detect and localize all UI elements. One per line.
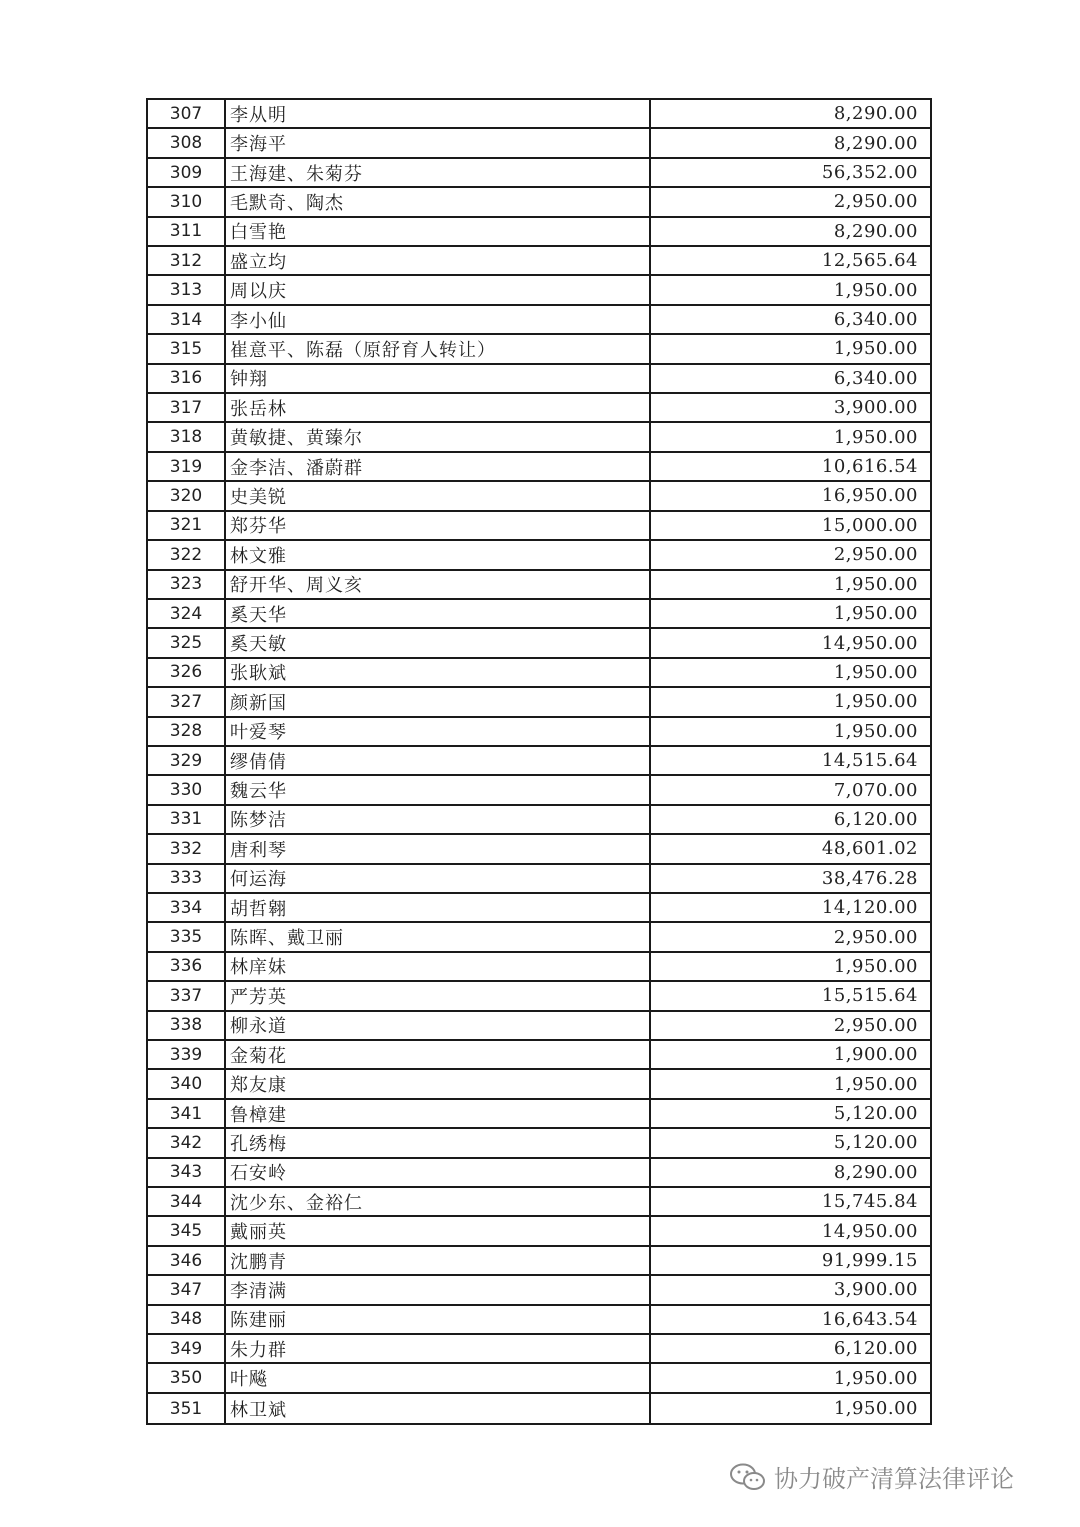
creditor-name: 张耿斌 bbox=[226, 659, 651, 686]
creditor-name: 郑友康 bbox=[226, 1070, 651, 1097]
table-row bbox=[148, 1188, 930, 1217]
row-number: 316 bbox=[148, 365, 226, 392]
table-row bbox=[148, 512, 930, 541]
table-row bbox=[148, 1217, 930, 1246]
creditor-name: 沈少东、金裕仁 bbox=[226, 1188, 651, 1215]
claim-amount: 7,070.00 bbox=[833, 779, 918, 801]
claim-amount: 14,120.00 bbox=[821, 897, 918, 919]
claim-amount: 2,950.00 bbox=[833, 1014, 918, 1036]
table-row bbox=[148, 659, 930, 688]
row-number: 331 bbox=[148, 806, 226, 833]
table-row bbox=[148, 394, 930, 423]
table-row bbox=[148, 953, 930, 982]
table-row bbox=[148, 1394, 930, 1423]
creditor-table bbox=[146, 98, 932, 1425]
table-row bbox=[148, 1276, 930, 1305]
creditor-name: 史美锐 bbox=[226, 482, 651, 509]
claim-amount: 6,120.00 bbox=[833, 1338, 918, 1360]
table-row bbox=[148, 335, 930, 364]
row-number: 337 bbox=[148, 982, 226, 1009]
table-row bbox=[148, 865, 930, 894]
creditor-name: 舒开华、周义亥 bbox=[226, 571, 651, 598]
row-number: 320 bbox=[148, 482, 226, 509]
creditor-name: 黄敏捷、黄臻尔 bbox=[226, 423, 651, 450]
row-number: 345 bbox=[148, 1217, 226, 1244]
claim-amount: 8,290.00 bbox=[833, 103, 918, 125]
watermark bbox=[728, 1459, 1014, 1494]
claim-amount: 8,290.00 bbox=[833, 1161, 918, 1183]
creditor-name: 魏云华 bbox=[226, 776, 651, 803]
row-number: 334 bbox=[148, 894, 226, 921]
table-row bbox=[148, 718, 930, 747]
table-row bbox=[148, 129, 930, 158]
table-row bbox=[148, 600, 930, 629]
table-row bbox=[148, 218, 930, 247]
creditor-name: 李清满 bbox=[226, 1276, 651, 1303]
creditor-name: 林庠妹 bbox=[226, 953, 651, 980]
row-number: 322 bbox=[148, 541, 226, 568]
table-row bbox=[148, 453, 930, 482]
creditor-name: 陈梦洁 bbox=[226, 806, 651, 833]
claim-amount: 91,999.15 bbox=[821, 1250, 918, 1272]
row-number: 329 bbox=[148, 747, 226, 774]
claim-amount: 14,950.00 bbox=[821, 1220, 918, 1242]
claim-amount: 12,565.64 bbox=[821, 250, 918, 272]
table-row bbox=[148, 806, 930, 835]
creditor-name: 叶飚 bbox=[226, 1364, 651, 1391]
claim-amount: 15,745.84 bbox=[821, 1191, 918, 1213]
row-number: 309 bbox=[148, 159, 226, 186]
row-number: 312 bbox=[148, 247, 226, 274]
creditor-name: 钟翔 bbox=[226, 365, 651, 392]
claim-amount: 16,950.00 bbox=[821, 485, 918, 507]
creditor-name: 李海平 bbox=[226, 129, 651, 156]
row-number: 346 bbox=[148, 1247, 226, 1274]
table-row bbox=[148, 1100, 930, 1129]
creditor-name: 叶爱琴 bbox=[226, 718, 651, 745]
row-number: 314 bbox=[148, 306, 226, 333]
row-number: 319 bbox=[148, 453, 226, 480]
creditor-name: 盛立均 bbox=[226, 247, 651, 274]
claim-amount: 15,515.64 bbox=[821, 985, 918, 1007]
creditor-name: 林文雅 bbox=[226, 541, 651, 568]
creditor-name: 颜新国 bbox=[226, 688, 651, 715]
claim-amount: 8,290.00 bbox=[833, 220, 918, 242]
row-number: 315 bbox=[148, 335, 226, 362]
row-number: 323 bbox=[148, 571, 226, 598]
row-number: 311 bbox=[148, 218, 226, 245]
claim-amount: 5,120.00 bbox=[833, 1132, 918, 1154]
row-number: 325 bbox=[148, 629, 226, 656]
claim-amount: 15,000.00 bbox=[821, 514, 918, 536]
claim-amount: 6,340.00 bbox=[833, 367, 918, 389]
creditor-name: 金菊花 bbox=[226, 1041, 651, 1068]
row-number: 341 bbox=[148, 1100, 226, 1127]
claim-amount: 6,120.00 bbox=[833, 808, 918, 830]
creditor-name: 柳永道 bbox=[226, 1012, 651, 1039]
claim-amount: 38,476.28 bbox=[821, 867, 918, 889]
creditor-name: 李小仙 bbox=[226, 306, 651, 333]
table-row bbox=[148, 923, 930, 952]
creditor-name: 李从明 bbox=[226, 100, 651, 127]
row-number: 338 bbox=[148, 1012, 226, 1039]
row-number: 350 bbox=[148, 1364, 226, 1391]
claim-amount: 56,352.00 bbox=[821, 162, 918, 184]
row-number: 324 bbox=[148, 600, 226, 627]
claim-amount: 1,950.00 bbox=[833, 426, 918, 448]
row-number: 343 bbox=[148, 1159, 226, 1186]
table-row bbox=[148, 894, 930, 923]
row-number: 335 bbox=[148, 923, 226, 950]
table-row bbox=[148, 629, 930, 658]
table-row bbox=[148, 688, 930, 717]
row-number: 318 bbox=[148, 423, 226, 450]
creditor-name: 崔意平、陈磊（原舒育人转让） bbox=[226, 335, 651, 362]
creditor-name: 奚天敏 bbox=[226, 629, 651, 656]
creditor-name: 鲁樟建 bbox=[226, 1100, 651, 1127]
claim-amount: 5,120.00 bbox=[833, 1103, 918, 1125]
table-row bbox=[148, 1335, 930, 1364]
creditor-name: 陈建丽 bbox=[226, 1306, 651, 1333]
claim-amount: 14,515.64 bbox=[821, 750, 918, 772]
row-number: 340 bbox=[148, 1070, 226, 1097]
claim-amount: 10,616.54 bbox=[821, 456, 918, 478]
claim-amount: 1,950.00 bbox=[833, 338, 918, 360]
claim-amount: 8,290.00 bbox=[833, 132, 918, 154]
creditor-name: 何运海 bbox=[226, 865, 651, 892]
claim-amount: 1,950.00 bbox=[833, 720, 918, 742]
row-number: 326 bbox=[148, 659, 226, 686]
table-row bbox=[148, 1070, 930, 1099]
creditor-name: 奚天华 bbox=[226, 600, 651, 627]
table-row bbox=[148, 541, 930, 570]
claim-amount: 1,950.00 bbox=[833, 573, 918, 595]
row-number: 339 bbox=[148, 1041, 226, 1068]
claim-amount: 1,950.00 bbox=[833, 955, 918, 977]
row-number: 327 bbox=[148, 688, 226, 715]
claim-amount: 14,950.00 bbox=[821, 632, 918, 654]
table-row bbox=[148, 1129, 930, 1158]
creditor-name: 石安岭 bbox=[226, 1159, 651, 1186]
creditor-name: 胡哲翱 bbox=[226, 894, 651, 921]
claim-amount: 6,340.00 bbox=[833, 309, 918, 331]
table-row bbox=[148, 571, 930, 600]
table-row bbox=[148, 159, 930, 188]
creditor-name: 戴丽英 bbox=[226, 1217, 651, 1244]
row-number: 342 bbox=[148, 1129, 226, 1156]
claim-amount: 1,950.00 bbox=[833, 279, 918, 301]
row-number: 351 bbox=[148, 1394, 226, 1423]
row-number: 310 bbox=[148, 188, 226, 215]
row-number: 307 bbox=[148, 100, 226, 127]
claim-amount: 48,601.02 bbox=[821, 838, 918, 860]
row-number: 321 bbox=[148, 512, 226, 539]
row-number: 336 bbox=[148, 953, 226, 980]
table-row bbox=[148, 482, 930, 511]
creditor-name: 沈鹏青 bbox=[226, 1247, 651, 1274]
row-number: 313 bbox=[148, 276, 226, 303]
row-number: 317 bbox=[148, 394, 226, 421]
row-number: 347 bbox=[148, 1276, 226, 1303]
claim-amount: 1,950.00 bbox=[833, 1367, 918, 1389]
creditor-name: 郑芬华 bbox=[226, 512, 651, 539]
table-row bbox=[148, 776, 930, 805]
creditor-name: 王海建、朱菊芬 bbox=[226, 159, 651, 186]
claim-amount: 2,950.00 bbox=[833, 191, 918, 213]
creditor-name: 陈晖、戴卫丽 bbox=[226, 923, 651, 950]
table-row bbox=[148, 1306, 930, 1335]
row-number: 332 bbox=[148, 835, 226, 862]
table-row bbox=[148, 188, 930, 217]
watermark-text: 协力破产清算法律评论 bbox=[774, 1465, 1014, 1493]
creditor-name: 毛默奇、陶杰 bbox=[226, 188, 651, 215]
table-row bbox=[148, 365, 930, 394]
claim-amount: 2,950.00 bbox=[833, 926, 918, 948]
table-row bbox=[148, 1041, 930, 1070]
creditor-name: 缪倩倩 bbox=[226, 747, 651, 774]
creditor-name: 林卫斌 bbox=[226, 1394, 651, 1423]
table-row bbox=[148, 982, 930, 1011]
wechat-icon bbox=[728, 1462, 768, 1492]
row-number: 348 bbox=[148, 1306, 226, 1333]
row-number: 308 bbox=[148, 129, 226, 156]
creditor-name: 孔绣梅 bbox=[226, 1129, 651, 1156]
claim-amount: 16,643.54 bbox=[821, 1308, 918, 1330]
table-row bbox=[148, 276, 930, 305]
creditor-name: 严芳英 bbox=[226, 982, 651, 1009]
claim-amount: 3,900.00 bbox=[833, 1279, 918, 1301]
row-number: 344 bbox=[148, 1188, 226, 1215]
claim-amount: 1,900.00 bbox=[833, 1044, 918, 1066]
table-row bbox=[148, 1159, 930, 1188]
table-row bbox=[148, 423, 930, 452]
table-row bbox=[148, 1364, 930, 1393]
creditor-name: 唐利琴 bbox=[226, 835, 651, 862]
claim-amount: 3,900.00 bbox=[833, 397, 918, 419]
row-number: 333 bbox=[148, 865, 226, 892]
claim-amount: 1,950.00 bbox=[833, 661, 918, 683]
table-row bbox=[148, 306, 930, 335]
table-row bbox=[148, 1012, 930, 1041]
claim-amount: 1,950.00 bbox=[833, 1073, 918, 1095]
row-number: 330 bbox=[148, 776, 226, 803]
creditor-name: 周以庆 bbox=[226, 276, 651, 303]
claim-amount: 1,950.00 bbox=[833, 1398, 918, 1420]
table-row bbox=[148, 1247, 930, 1276]
claim-amount: 1,950.00 bbox=[833, 603, 918, 625]
table-row bbox=[148, 247, 930, 276]
table-row bbox=[148, 835, 930, 864]
creditor-name: 白雪艳 bbox=[226, 218, 651, 245]
claim-amount: 2,950.00 bbox=[833, 544, 918, 566]
creditor-name: 张岳林 bbox=[226, 394, 651, 421]
creditor-name: 朱力群 bbox=[226, 1335, 651, 1362]
claim-amount: 1,950.00 bbox=[833, 691, 918, 713]
row-number: 349 bbox=[148, 1335, 226, 1362]
row-number: 328 bbox=[148, 718, 226, 745]
creditor-name: 金李洁、潘蔚群 bbox=[226, 453, 651, 480]
table-row bbox=[148, 100, 930, 129]
table-row bbox=[148, 747, 930, 776]
